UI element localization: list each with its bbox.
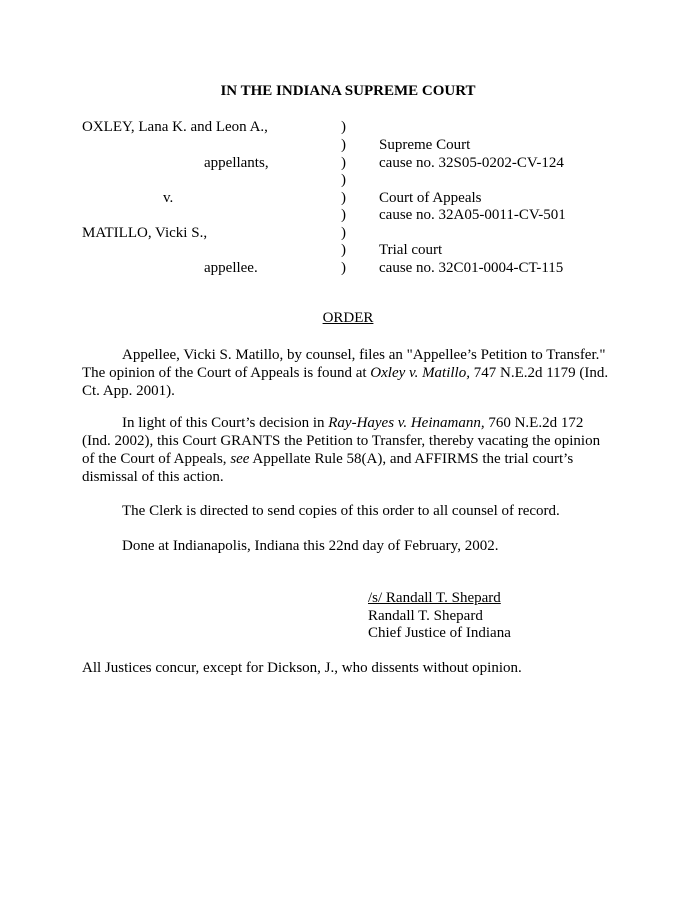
paragraph-clerk: The Clerk is directed to send copies of this order to all counsel of record. <box>122 503 560 519</box>
paragraph-decision <box>82 414 612 486</box>
trial-court-label: Trial court <box>379 242 443 258</box>
appeals-court-label: Court of Appeals <box>379 190 482 206</box>
paragraph-decision-text: Appellate Rule 58(A), and AFFIRMS the trial court’s dismissal of this action. <box>82 451 574 485</box>
paragraph-petition-text: 747 N.E.2d 1179 (Ind. Ct. App. 2001). <box>82 365 609 399</box>
court-title: IN THE INDIANA SUPREME COURT <box>220 83 476 99</box>
case-citation: Oxley v. Matillo, <box>370 365 470 381</box>
signer-title: Chief Justice of Indiana <box>368 625 511 641</box>
appellee-role: appellee. <box>204 260 258 276</box>
signer-name: Randall T. Shepard <box>368 608 483 624</box>
caption-paren: ) <box>341 260 346 276</box>
appeals-court-cause: cause no. 32A05-0011-CV-501 <box>379 207 566 223</box>
supreme-court-cause: cause no. 32S05-0202-CV-124 <box>379 155 564 171</box>
paragraph-decision-text: In light of this Court’s decision in <box>122 415 329 431</box>
caption-paren: ) <box>341 207 346 223</box>
appellants-names: OXLEY, Lana K. and Leon A., <box>82 119 268 135</box>
paragraph-decision-text: 760 N.E.2d 172 (Ind. 2002), this Court GRANTS the Petition to Transfer, thereby vacating the opinion of the Court of Appeals, <box>82 415 601 467</box>
caption-paren: ) <box>341 155 346 171</box>
appellee-name: MATILLO, Vicki S., <box>82 225 208 241</box>
paragraph-done-at: Done at Indianapolis, Indiana this 22nd day of February, 2002. <box>122 538 499 554</box>
case-citation: Ray-Hayes v. Heinamann, <box>328 415 485 431</box>
supreme-court-label: Supreme Court <box>379 137 471 153</box>
trial-court-cause: cause no. 32C01-0004-CT-115 <box>379 260 564 276</box>
appellants-role: appellants, <box>204 155 269 171</box>
signature-line: /s/ Randall T. Shepard <box>368 590 501 606</box>
caption-paren: ) <box>341 137 346 153</box>
caption-paren: ) <box>341 190 346 206</box>
versus-text: v. <box>163 190 174 206</box>
concurrence-note: All Justices concur, except for Dickson, J., who dissents without opinion. <box>82 660 522 676</box>
paragraph-petition-text: Appellee, Vicki S. Matillo, by counsel, files an "Appellee’s Petition to Transfer." The opinion of the Court of Appeals is found at <box>82 347 606 381</box>
caption-paren: ) <box>341 242 346 258</box>
caption-paren: ) <box>341 225 346 241</box>
caption-paren: ) <box>341 119 346 135</box>
order-heading: ORDER <box>322 310 374 326</box>
paragraph-petition <box>82 346 612 400</box>
see-signal: see <box>230 451 250 467</box>
caption-paren: ) <box>341 172 346 188</box>
